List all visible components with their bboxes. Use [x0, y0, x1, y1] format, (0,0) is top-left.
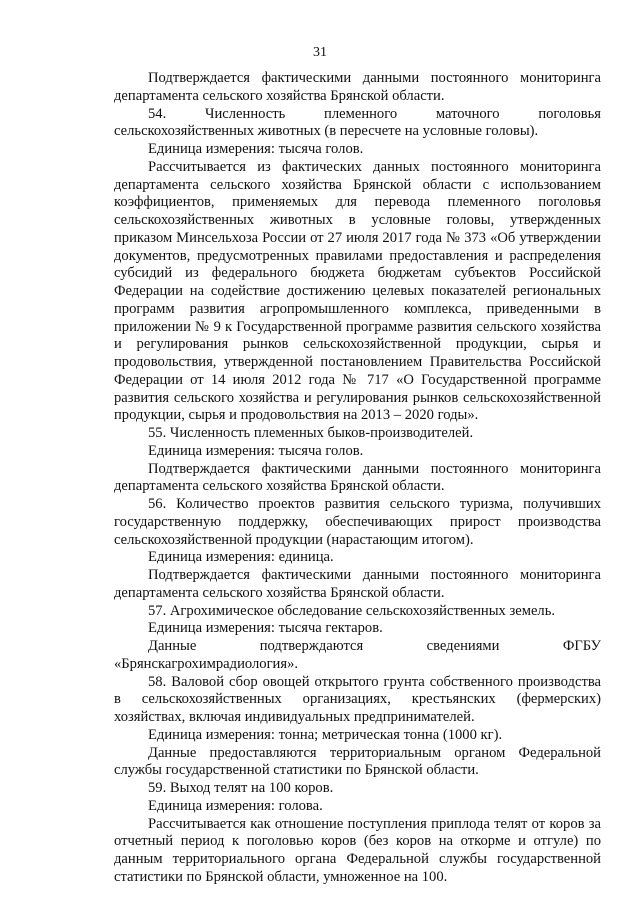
paragraph: Единица измерения: тонна; метрическая тонна (1000 кг).: [148, 726, 503, 743]
paragraph: 59. Выход телят на 100 коров.: [148, 780, 334, 796]
paragraph: Единица измерения: единица.: [148, 549, 334, 566]
paragraph: Единица измерения: тысяча голов.: [148, 442, 364, 459]
paragraph: Единица измерения: тысяча гектаров.: [148, 620, 383, 637]
paragraph: 55. Численность племенных быков-производителей.: [148, 425, 474, 441]
paragraph: 54. Численность племенного маточного поголовья сельскохозяйственных животных (в пересчете на условные головы).: [114, 105, 601, 140]
paragraph: Подтверждается фактическими данными постоянного мониторинга департамента сельского хозяйства Брянской области.: [114, 460, 601, 495]
paragraph: Рассчитывается из фактических данных постоянного мониторинга департамента сельского хозяйства Брянской области с использованием коэффициентов, применяемых для перевода племенного поголовья сельскохозяйственных животных в условные головы, утвержденных приказом Минсельхоза России от 27 июля 2017 года № 373 «Об утверждении документов, предусмотренных правилами предоставления и распределения субсидий из федерального бюджета бюджетам субъектов Российской Федерации на содействие достижению целевых показателей региональных программ развития агропромышленного комплекса, приведенными в приложении № 9 к Государственной программе развития сельского хозяйства и регулирования рынков сельскохозяйственной продукции, сырья и продовольствия, утвержденной постановлением Правительства Российской Федерации от 14 июля 2012 года № 717 «О Государственной программе развития сельского хозяйства и регулирования рынков сельскохозяйственной продукции, сырья и продовольствия на 2013 – 2020 годы».: [114, 158, 601, 424]
paragraph: Данные подтверждаются сведениями ФГБУ «Брянскагрохимрадиология».: [114, 638, 601, 672]
paragraph: Подтверждается фактическими данными постоянного мониторинга департамента сельского хозяйства Брянской области.: [114, 70, 601, 104]
document-body: [114, 70, 601, 887]
paragraph: 58. Валовой сбор овощей открытого грунта собственного производства в сельскохозяйственных организациях, крестьянских (фермерских) хозяйствах, включая индивидуальных предпринимателей.: [114, 673, 601, 725]
paragraph: 56. Количество проектов развития сельского туризма, получивших государственную поддержку, обеспечивающих прирост производства сельскохозяйственной продукции (нарастающим итогом).: [114, 496, 601, 548]
page-number: 31: [313, 45, 327, 60]
paragraph: Рассчитывается как отношение поступления приплода телят от коров за отчетный период к поголовью коров (без коров на откорме и отгуле) по данным территориального органа Федеральной службы государственной статистики по Брянской области, умноженное на 100.: [114, 815, 601, 885]
paragraph: 57. Агрохимическое обследование сельскохозяйственных земель.: [148, 602, 556, 619]
paragraph: Единица измерения: голова.: [148, 797, 323, 814]
paragraph: Единица измерения: тысяча голов.: [148, 141, 364, 157]
paragraph: Данные предоставляются территориальным органом Федеральной службы государственной статистики по Брянской области.: [114, 744, 601, 779]
paragraph: Подтверждается фактическими данными постоянного мониторинга департамента сельского хозяйства Брянской области.: [114, 567, 601, 601]
